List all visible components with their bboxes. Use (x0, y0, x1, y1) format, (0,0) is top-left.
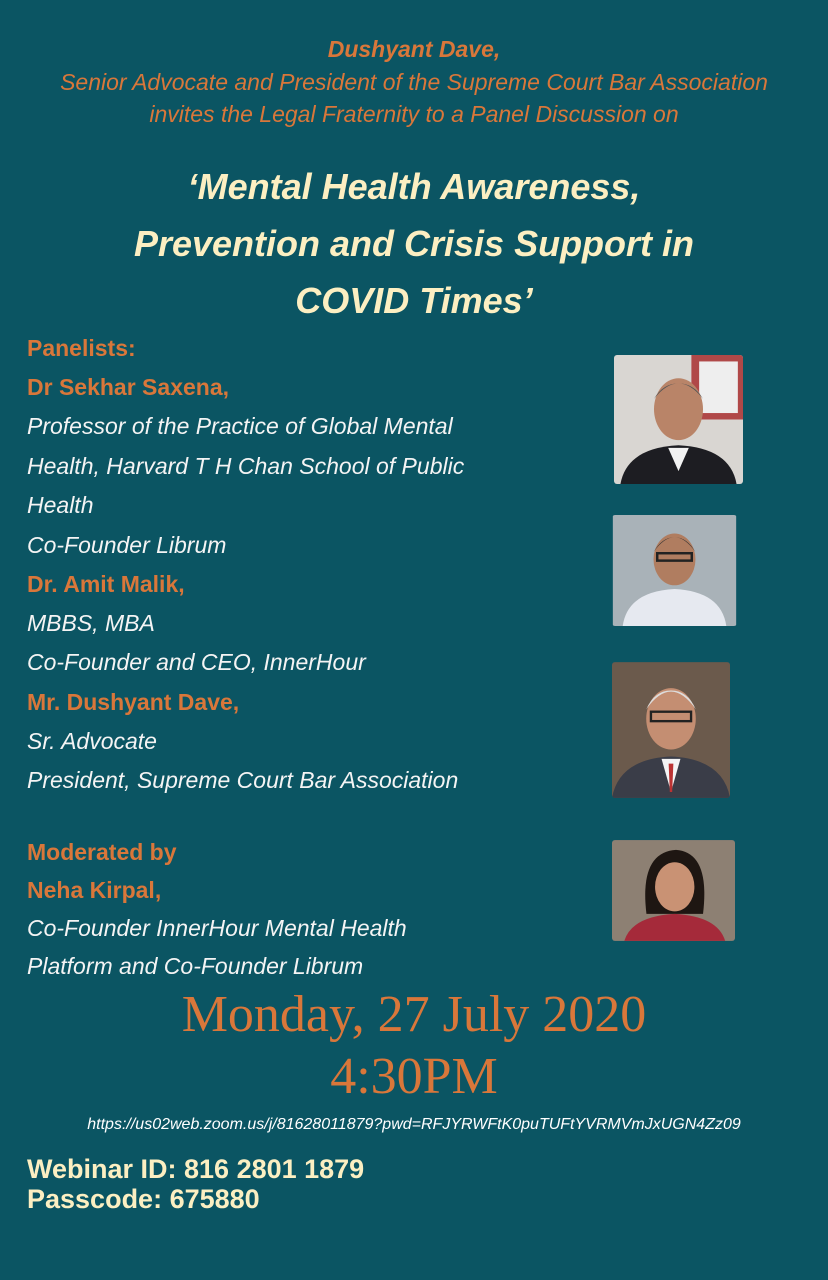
moderator-desc: Platform and Co-Founder Librum (27, 953, 364, 979)
photo-dushyant-dave (612, 662, 730, 798)
photo-neha-kirpal (612, 840, 735, 941)
webinar-id: Webinar ID: 816 2801 1879 (27, 1154, 365, 1184)
event-time: 4:30PM (330, 1048, 498, 1105)
moderator-name: Neha Kirpal, (27, 877, 162, 903)
host-title: Senior Advocate and President of the Supreme Court Bar Association (60, 69, 768, 95)
panelist-desc: Health (27, 492, 94, 518)
moderator-desc: Co-Founder InnerHour Mental Health (27, 915, 407, 941)
panelist-name: Dr Sekhar Saxena, (27, 374, 230, 400)
panelist-desc: MBBS, MBA (27, 610, 155, 636)
panelists-heading: Panelists: (27, 335, 136, 361)
panelist-name: Dr. Amit Malik, (27, 571, 185, 597)
panelist-desc: Co-Founder Librum (27, 532, 227, 558)
moderator-heading: Moderated by (27, 839, 177, 865)
panelist-desc: Sr. Advocate (27, 728, 157, 754)
invite-text: invites the Legal Fraternity to a Panel Discussion on (149, 101, 679, 127)
photo-amit-malik (612, 515, 737, 626)
event-title (0, 158, 828, 329)
title-line: COVID Times’ (295, 280, 533, 321)
panelist-desc: Co-Founder and CEO, InnerHour (27, 649, 366, 675)
title-line: ‘Mental Health Awareness, (187, 166, 641, 207)
passcode: Passcode: 675880 (27, 1184, 260, 1214)
panelist-desc: President, Supreme Court Bar Association (27, 767, 459, 793)
photo-sekhar-saxena (614, 355, 743, 484)
zoom-link[interactable]: https://us02web.zoom.us/j/81628011879?pwd=RFJYRWFtK0puTUFtYVRMVmJxUGN4Zz09 (87, 1116, 741, 1133)
panelist-name: Mr. Dushyant Dave, (27, 689, 240, 715)
title-line: Prevention and Crisis Support in (133, 223, 695, 264)
host-name: Dushyant Dave, (327, 36, 501, 62)
event-date: Monday, 27 July 2020 (181, 986, 647, 1043)
panelist-desc: Professor of the Practice of Global Mental (27, 413, 453, 439)
panelist-desc: Health, Harvard T H Chan School of Public (27, 453, 465, 479)
